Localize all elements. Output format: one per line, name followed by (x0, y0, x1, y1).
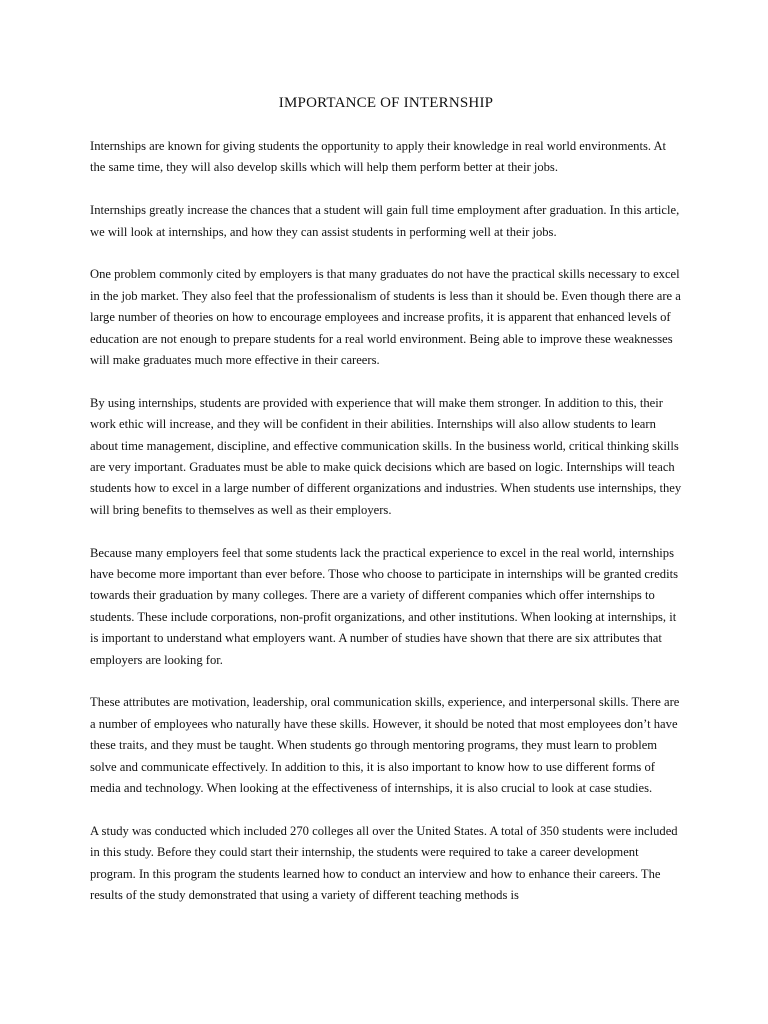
paragraph-7: A study was conducted which included 270 colleges all over the United States. A total of 350 students were included in this study. Before they could start their internship, the students were required to take a career development program. In this program the students learned how to conduct an interview and how to enhance their careers. The results of the study demonstrated that using a variety of different teaching methods is (90, 823, 678, 903)
paragraph-4: By using internships, students are provided with experience that will make them stronger. In addition to this, their work ethic will increase, and they will be confident in their abilities. Internships will also allow students to learn about time management, discipline, and effective communication skills. In the business world, critical thinking skills are very important. Graduates must be able to make quick decisions which are based on logic. Internships will teach students how to excel in a large number of different organizations and industries. When students use internships, they will bring benefits to themselves as well as their employers. (90, 395, 682, 517)
paragraph-3: One problem commonly cited by employers is that many graduates do not have the practical skills necessary to excel in the job market. They also feel that the professionalism of students is less than it should be. Even though there are a large number of theories on how to encourage employees and increase profits, it is apparent that enhanced levels of education are not enough to prepare students for a real world environment. Being able to improve these weaknesses will make graduates much more effective in their careers. (90, 267, 681, 368)
paragraph-1: Internships are known for giving students the opportunity to apply their knowledge in real world environments. At the same time, they will also develop skills which will help them perform better at their jobs. (90, 139, 667, 175)
paragraph-6: These attributes are motivation, leadership, oral communication skills, experience, and interpersonal skills. There are a number of employees who naturally have these skills. However, it should be noted that most employees don’t have these traits, and they must be taught. When students go through mentoring programs, they must learn to problem solve and communicate effectively. In addition to this, it is also important to know how to use different forms of media and technology. When looking at the effectiveness of internships, it is also crucial to look at case studies. (90, 695, 680, 796)
document-title: IMPORTANCE OF INTERNSHIP (278, 95, 494, 111)
document-page (90, 93, 682, 907)
paragraph-5: Because many employers feel that some students lack the practical experience to excel in the real world, internships have become more important than ever before. Those who choose to participate in internships will be granted credits towards their graduation by many colleges. There are a variety of different companies which offer internships to students. These include corporations, non-profit organizations, and other institutions. When looking at internships, it is important to understand what employers want. A number of studies have shown that there are six attributes that employers are looking for. (90, 545, 678, 667)
paragraph-2: Internships greatly increase the chances that a student will gain full time employment after graduation. In this article, we will look at internships, and how they can assist students in performing well at their jobs. (90, 203, 680, 239)
